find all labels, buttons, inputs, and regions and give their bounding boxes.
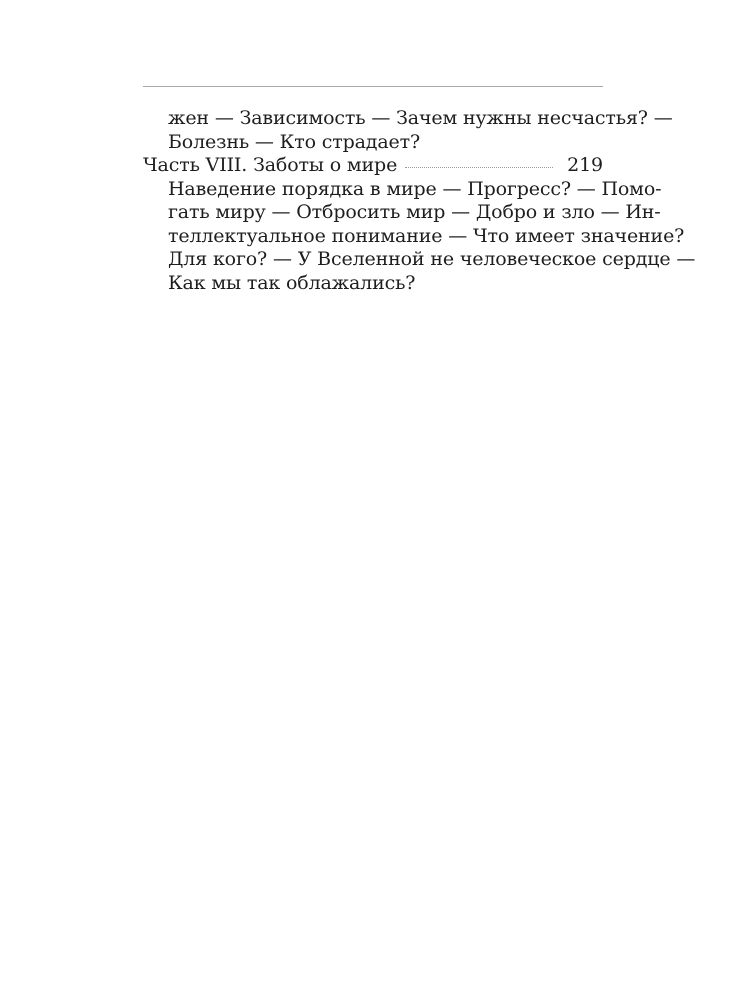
toc-subtopic-line: Наведение порядка в мире — Прогресс? — Помо- [168,177,662,200]
table-of-contents [143,107,696,295]
toc-subtopic-line: гать миру — Отбросить мир — Добро и зло — Ин- [168,201,661,223]
toc-entry-title: Часть VIII. Заботы о мире [143,154,398,176]
toc-entry-part-viii [143,154,603,178]
toc-subtopic-line: теллектуальное понимание — Что имеет значение? [168,224,685,247]
header-rule [143,86,603,87]
dot-leader [405,167,553,168]
toc-subtopic-line: Как мы так облажались? [168,271,416,294]
toc-subtopic-line: Для кого? — У Вселенной не человеческое сердце — [168,248,696,270]
toc-continuation-line: Болезнь — Кто страдает? [168,130,421,153]
toc-continuation-line: жен — Зависимость — Зачем нужны несчастья? — [168,107,673,129]
toc-entry-page-number: 219 [567,154,603,176]
